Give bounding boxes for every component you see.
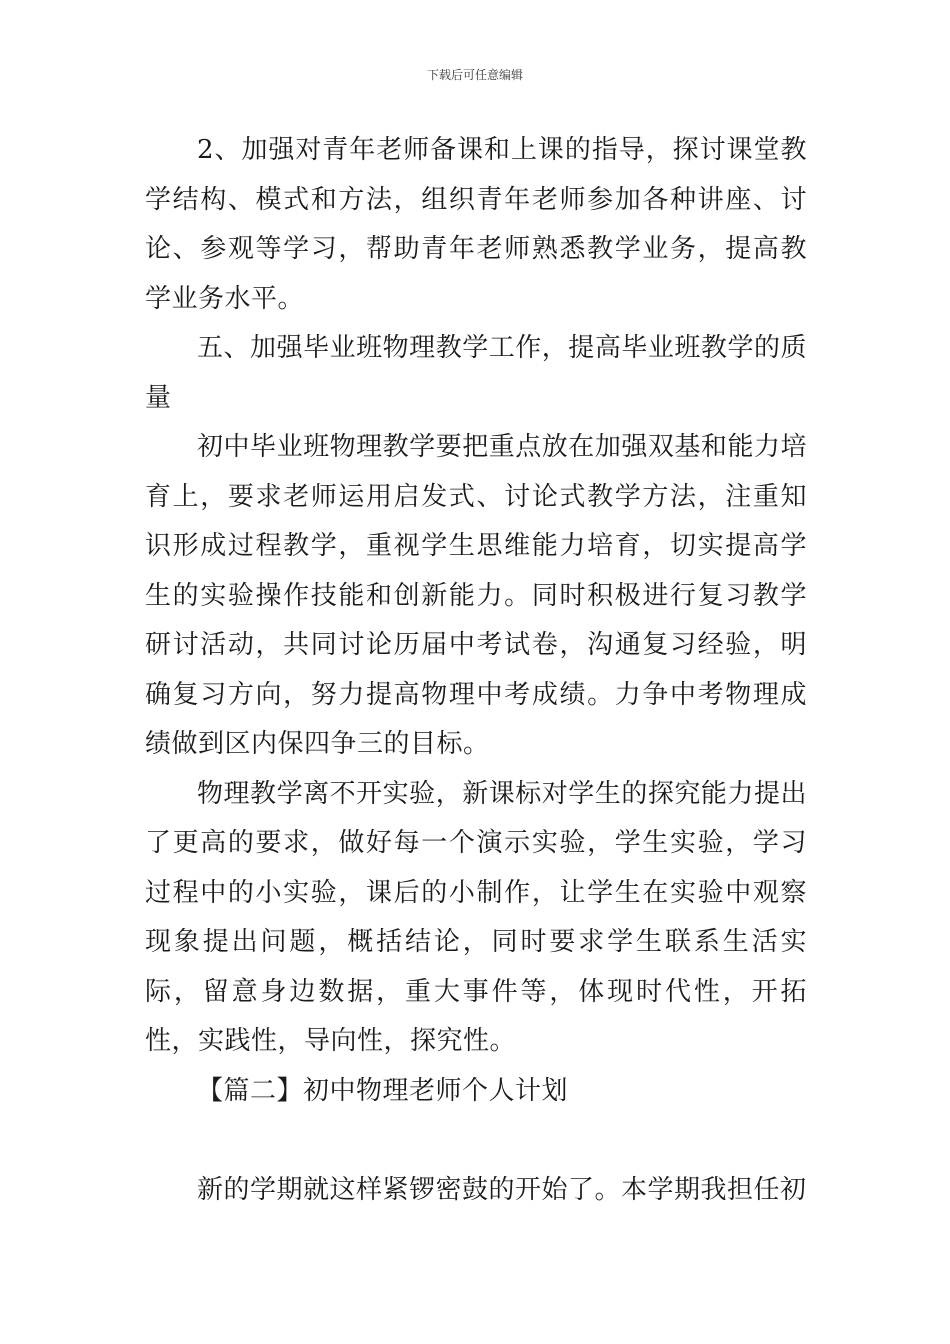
paragraph-graduating-class-teaching: 初中毕业班物理教学要把重点放在加强双基和能力培育上，要求老师运用启发式、讨论式教学方法，注重知识形成过程教学，重视学生思维能力培育，切实提高学生的实验操作技能和创新能力。同时积极进行复习教学研讨活动，共同讨论历届中考试卷，沟通复习经验，明确复习方向，努力提高物理中考成绩。力争中考物理成绩做到区内保四争三的目标。 [145, 432, 807, 759]
section-heading-part-two: 【篇二】初中物理老师个人计划 [197, 1075, 569, 1106]
paragraph-new-semester: 新的学期就这样紧锣密鼓的开始了。本学期我担任初 [197, 1174, 807, 1205]
blank-line [145, 1116, 807, 1166]
page-header: 下载后可任意编辑 [426, 68, 523, 82]
paragraph-experiments: 物理教学离不开实验，新课标对学生的探究能力提出了更高的要求，做好每一个演示实验，学生实验，学习过程中的小实验，课后的小制作，让学生在实验中观察现象提出问题，概括结论，同时要求学生联系生活实际，留意身边数据，重大事件等，体现时代性，开拓性，实践性，导向性，探究性。 [145, 778, 807, 1056]
section-heading-graduating-class: 五、加强毕业班物理教学工作，提高毕业班教学的质量 [145, 333, 807, 413]
paragraph-teacher-guidance: 2、加强对青年老师备课和上课的指导，探讨课堂教学结构、模式和方法，组织青年老师参加各种讲座、讨论、参观等学习，帮助青年老师熟悉教学业务，提高教学业务水平。 [145, 135, 807, 314]
document-body [145, 126, 807, 1215]
